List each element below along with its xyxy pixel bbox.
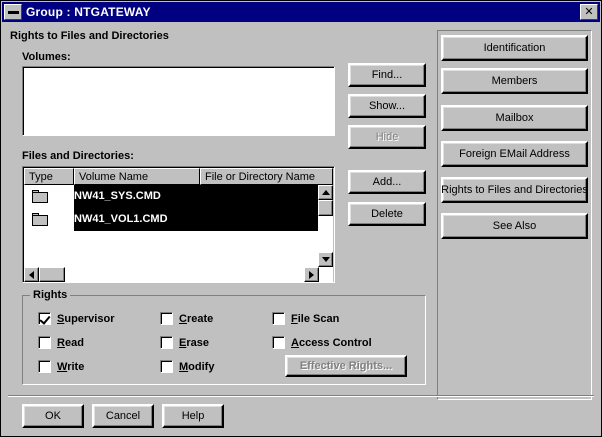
checkbox-read[interactable]: [38, 336, 84, 349]
hscroll-thumb[interactable]: [39, 267, 65, 282]
checkbox-file-scan-box[interactable]: [272, 312, 285, 325]
tab-identification[interactable]: Identification: [441, 35, 588, 61]
footer-divider: [8, 395, 594, 397]
checkbox-create-label: Create: [179, 312, 214, 325]
checkbox-modify[interactable]: [160, 360, 214, 373]
column-header-volume-name[interactable]: Volume Name: [74, 168, 200, 185]
delete-button[interactable]: Delete: [348, 202, 426, 226]
find-button[interactable]: Find...: [348, 63, 426, 87]
tab-foreign-email-address[interactable]: Foreign EMail Address: [441, 141, 588, 167]
checkbox-access-control-label: Access Control: [291, 336, 372, 349]
checkbox-create[interactable]: [160, 312, 213, 325]
checkbox-access-control[interactable]: [272, 336, 372, 349]
checkbox-write-label: Write: [57, 360, 85, 373]
chevron-up-icon: [322, 190, 330, 195]
tab-mailbox[interactable]: Mailbox: [441, 105, 588, 131]
column-header-type[interactable]: Type: [24, 168, 74, 185]
page-title: Rights to Files and Directories: [10, 30, 169, 42]
tab-members[interactable]: Members: [441, 68, 588, 94]
volumes-label: Volumes:: [22, 51, 71, 63]
files-list-vscrollbar[interactable]: [318, 185, 333, 267]
hide-button: Hide: [348, 125, 426, 149]
checkbox-erase-box[interactable]: [160, 336, 173, 349]
scroll-left-button[interactable]: [24, 267, 39, 282]
checkbox-modify-box[interactable]: [160, 360, 173, 373]
files-list-body[interactable]: [24, 185, 318, 267]
table-row[interactable]: [24, 185, 318, 207]
chevron-down-icon: [322, 257, 330, 262]
files-and-directories-label: Files and Directories:: [22, 150, 134, 162]
tab-rights-to-files-and-directories[interactable]: Rights to Files and Directories: [441, 177, 588, 203]
checkbox-erase-label: Erase: [179, 336, 209, 349]
row-volume-name: NW41_VOL1.CMD: [74, 213, 168, 225]
tab-see-also[interactable]: See Also: [441, 213, 588, 239]
scroll-right-button[interactable]: [304, 267, 319, 282]
effective-rights-button: Effective Rights...: [285, 355, 407, 377]
ok-button[interactable]: OK: [22, 404, 84, 428]
volumes-list[interactable]: [22, 66, 335, 136]
checkbox-access-control-box[interactable]: [272, 336, 285, 349]
checkbox-read-label: Read: [57, 336, 84, 349]
folder-icon: [32, 213, 48, 226]
help-button[interactable]: Help: [162, 404, 224, 428]
vscroll-thumb[interactable]: [318, 200, 333, 216]
checkbox-supervisor[interactable]: [38, 312, 114, 325]
checkbox-create-box[interactable]: [160, 312, 173, 325]
folder-icon: [32, 190, 48, 203]
window-title: Group : NTGATEWAY: [26, 5, 151, 19]
scroll-up-button[interactable]: [318, 185, 333, 200]
checkbox-file-scan-label: File Scan: [291, 312, 340, 325]
cancel-button[interactable]: Cancel: [92, 404, 154, 428]
checkbox-write[interactable]: [38, 360, 84, 373]
checkbox-supervisor-label: Supervisor: [57, 312, 115, 325]
show-button[interactable]: Show...: [348, 94, 426, 118]
checkbox-write-box[interactable]: [38, 360, 51, 373]
checkbox-file-scan[interactable]: [272, 312, 339, 325]
column-header-file-or-directory-name[interactable]: File or Directory Name: [200, 168, 333, 185]
row-volume-name: NW41_SYS.CMD: [74, 190, 161, 202]
close-icon[interactable]: ✕: [580, 4, 598, 20]
checkbox-read-box[interactable]: [38, 336, 51, 349]
files-list-header: [24, 168, 333, 185]
table-row[interactable]: [24, 208, 318, 230]
scroll-down-button[interactable]: [318, 252, 333, 267]
window-menu-icon[interactable]: [4, 4, 22, 20]
files-list-hscrollbar[interactable]: [24, 267, 333, 282]
add-button[interactable]: Add...: [348, 170, 426, 194]
chevron-left-icon: [29, 271, 34, 279]
rights-groupbox-title: Rights: [30, 289, 70, 301]
checkbox-erase[interactable]: [160, 336, 209, 349]
chevron-right-icon: [309, 271, 314, 279]
checkbox-modify-label: Modify: [179, 360, 215, 373]
title-bar: [2, 2, 600, 22]
checkbox-supervisor-box[interactable]: [38, 312, 51, 325]
